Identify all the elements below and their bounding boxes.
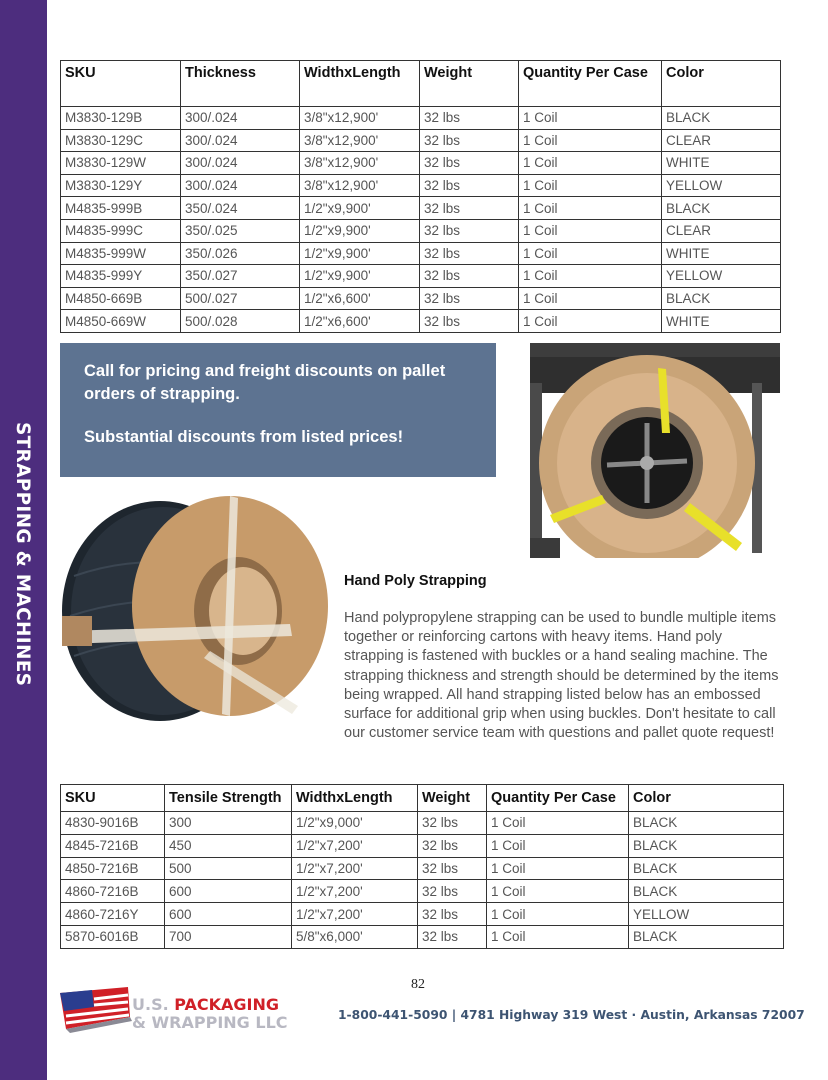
table-header [61,785,784,812]
table-cell: 700 [165,925,292,948]
table-cell: WHITE [662,310,781,333]
table-cell: 3/8"x12,900' [300,107,420,130]
table-cell: 1 Coil [519,129,662,152]
table-cell: 1 Coil [519,310,662,333]
table-cell: M4835-999B [61,197,181,220]
page-number: 82 [411,977,425,992]
column-header: Color [662,61,781,107]
column-header: Tensile Strength [165,785,292,812]
column-header: SKU [61,785,165,812]
table-cell: M3830-129B [61,107,181,130]
table-cell: 1/2"x9,000' [292,812,418,835]
table-cell: 1/2"x7,200' [292,903,418,926]
table-cell: CLEAR [662,129,781,152]
table-cell: 1 Coil [519,107,662,130]
contact-info: 1-800-441-5090 | 4781 Highway 319 West · Austin, Arkansas 72007 [338,1008,805,1022]
table-cell: 300/.024 [181,174,300,197]
logo-subtext: & WRAPPING LLC [132,1013,288,1032]
table-cell: 1/2"x9,900' [300,242,420,265]
table-row [61,812,784,835]
table-cell: 350/.027 [181,265,300,288]
table-row [61,310,781,333]
table-cell: M4850-669W [61,310,181,333]
table-cell: 1/2"x6,600' [300,287,420,310]
table-cell: 32 lbs [418,880,487,903]
table-cell: M3830-129C [61,129,181,152]
table-cell: M3830-129Y [61,174,181,197]
table-cell: M4850-669B [61,287,181,310]
table-row [61,152,781,175]
table-row [61,242,781,265]
table-cell: 350/.025 [181,219,300,242]
table-cell: 3/8"x12,900' [300,129,420,152]
table-cell: M4835-999W [61,242,181,265]
table-cell: 300 [165,812,292,835]
column-header: Color [629,785,784,812]
table-cell: 4860-7216B [61,880,165,903]
table-cell: 300/.024 [181,152,300,175]
column-header: Quantity Per Case [519,61,662,107]
column-header: WidthxLength [300,61,420,107]
table-cell: 1 Coil [487,812,629,835]
table-cell: BLACK [629,812,784,835]
table-cell: 5/8"x6,000' [292,925,418,948]
table-cell: 1/2"x7,200' [292,880,418,903]
table-cell: 1 Coil [487,857,629,880]
table-cell: 32 lbs [420,219,519,242]
table-cell: 1/2"x9,900' [300,219,420,242]
table-cell: 32 lbs [418,834,487,857]
product-description: Hand polypropylene strapping can be used to bundle multiple items together or reinforcing cartons with heavy items. Hand poly strapping is fastened with buckles or a hand sealing machine. The strapping thickness and strength should be determined by the items being wrapped. All hand strapping listed below has an embossed surface for additional grip when using buckles. Don't hesitate to call our customer service team with questions and pallet quote request! [344,610,779,742]
table-cell: 1 Coil [519,265,662,288]
table-cell: M4835-999C [61,219,181,242]
table-cell: 1 Coil [519,197,662,220]
table-cell: 450 [165,834,292,857]
table-cell: 32 lbs [420,287,519,310]
table-cell: 1/2"x7,200' [292,857,418,880]
table-cell: 1/2"x9,900' [300,265,420,288]
table-cell: 32 lbs [420,310,519,333]
table-cell: 32 lbs [418,903,487,926]
table-cell: BLACK [662,107,781,130]
table-cell: M3830-129W [61,152,181,175]
table-cell: 1 Coil [487,834,629,857]
table-cell: 300/.024 [181,129,300,152]
hand-poly-strapping-table [60,784,784,949]
table-cell: 4850-7216B [61,857,165,880]
product-title: Hand Poly Strapping [344,573,487,589]
table-cell: 1 Coil [519,287,662,310]
table-row [61,880,784,903]
table-cell: BLACK [629,925,784,948]
strapping-dispenser-photo [530,343,780,558]
table-cell: YELLOW [629,903,784,926]
table-cell: 32 lbs [420,174,519,197]
column-header: Weight [420,61,519,107]
table-cell: BLACK [662,287,781,310]
promo-banner [60,343,496,477]
table-cell: 32 lbs [420,129,519,152]
logo-text: U.S. PACKAGING [132,995,280,1014]
table-row [61,287,781,310]
table-cell: BLACK [662,197,781,220]
table-cell: 1/2"x9,900' [300,197,420,220]
table-cell: WHITE [662,242,781,265]
column-header: SKU [61,61,181,107]
table-cell: 32 lbs [418,857,487,880]
table-row [61,107,781,130]
table-header [61,61,781,107]
column-header: Weight [418,785,487,812]
table-cell: YELLOW [662,174,781,197]
table-cell: 3/8"x12,900' [300,174,420,197]
table-cell: WHITE [662,152,781,175]
table-cell: 1 Coil [519,242,662,265]
table-row [61,903,784,926]
table-cell: 1 Coil [519,152,662,175]
promo-text: Call for pricing and freight discounts on pallet orders of strapping. [84,362,446,403]
table-cell: 32 lbs [420,107,519,130]
table-cell: CLEAR [662,219,781,242]
table-cell: 32 lbs [420,265,519,288]
table-cell: 32 lbs [420,152,519,175]
promo-discount-text: Substantial discounts from listed prices! [84,428,404,446]
table-cell: 4830-9016B [61,812,165,835]
table-row [61,265,781,288]
table-cell: 500/.027 [181,287,300,310]
table-cell: 1 Coil [519,174,662,197]
table-cell: BLACK [629,880,784,903]
table-row [61,129,781,152]
sidebar-label: STRAPPING & MACHINES [12,422,33,687]
table-row [61,925,784,948]
table-cell: 350/.024 [181,197,300,220]
table-row [61,197,781,220]
table-cell: 1 Coil [487,903,629,926]
column-header: WidthxLength [292,785,418,812]
table-cell: YELLOW [662,265,781,288]
table-cell: 600 [165,880,292,903]
table-cell: 32 lbs [418,812,487,835]
hand-poly-strapping-coil-photo [60,486,330,721]
table-cell: 1 Coil [487,880,629,903]
table-cell: 32 lbs [418,925,487,948]
table-cell: BLACK [629,857,784,880]
table-cell: 4860-7216Y [61,903,165,926]
plastic-strapping-table [60,60,781,333]
table-cell: 350/.026 [181,242,300,265]
table-cell: 32 lbs [420,197,519,220]
table-cell: 5870-6016B [61,925,165,948]
table-row [61,857,784,880]
table-cell: 1/2"x6,600' [300,310,420,333]
table-cell: 1 Coil [519,219,662,242]
table-cell: 600 [165,903,292,926]
table-cell: 4845-7216B [61,834,165,857]
table-cell: 32 lbs [420,242,519,265]
table-cell: BLACK [629,834,784,857]
table-cell: 300/.024 [181,107,300,130]
table-cell: 500/.028 [181,310,300,333]
table-cell: M4835-999Y [61,265,181,288]
table-row [61,219,781,242]
table-row [61,834,784,857]
table-cell: 3/8"x12,900' [300,152,420,175]
table-cell: 1 Coil [487,925,629,948]
table-row [61,174,781,197]
table-cell: 1/2"x7,200' [292,834,418,857]
table-cell: 500 [165,857,292,880]
column-header: Thickness [181,61,300,107]
column-header: Quantity Per Case [487,785,629,812]
